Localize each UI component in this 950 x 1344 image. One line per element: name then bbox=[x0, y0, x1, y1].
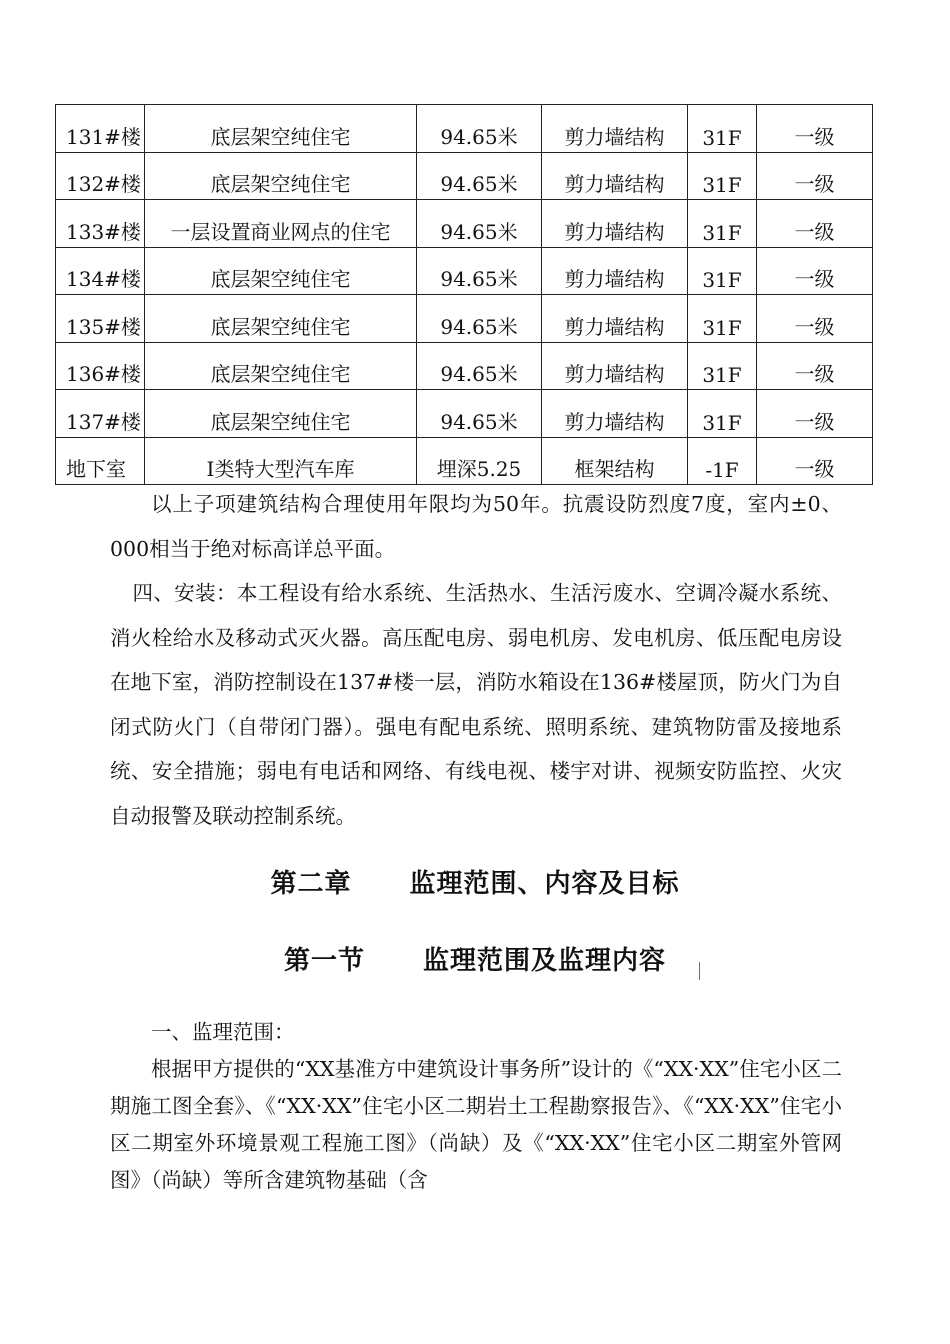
scope-paragraph bbox=[110, 1051, 842, 1199]
service-life-paragraph: 以上子项建筑结构合理使用年限均为50年。抗震设防烈度7度，室内±0、000相当于绝对标高详总平面。 bbox=[110, 492, 842, 561]
table-cell: 94.65米 bbox=[417, 105, 542, 153]
table-cell: 一级 bbox=[757, 342, 873, 390]
building-spec-table bbox=[55, 104, 873, 485]
table-row bbox=[56, 295, 873, 343]
table-cell: 94.65米 bbox=[417, 200, 542, 248]
installation-paragraph bbox=[110, 571, 842, 838]
table-cell: 剪力墙结构 bbox=[542, 247, 688, 295]
table-cell: 底层架空纯住宅 bbox=[145, 390, 417, 438]
installation-text: 四、安装：本工程设有给水系统、生活热水、生活污废水、空调冷凝水系统、消火栓给水及移动式灭火器。高压配电房、弱电机房、发电机房、低压配电房设在地下室，消防控制设在137#楼一层，消防水箱设在136#楼屋顶，防火门为自闭式防火门（自带闭门器）。强电有配电系统、照明系统、建筑物防雷及接地系统、安全措施；弱电有电话和网络、有线电视、楼宇对讲、视频安防监控、火灾自动报警及联动控制系统。 bbox=[110, 581, 842, 828]
table-cell: 131#楼 bbox=[56, 105, 145, 153]
table-row bbox=[56, 437, 873, 485]
scope-text: 根据甲方提供的“XX基准方中建筑设计事务所”设计的《“XX·XX”住宅小区二期施工图全套》、《“XX·XX”住宅小区二期岩土工程勘察报告》、《“XX·XX”住宅小区二期室外环境景观工程施工图》（尚缺）及《“XX·XX”住宅小区二期室外管网图》（尚缺）等所含建筑物基础（含 bbox=[110, 1057, 842, 1192]
table-cell: 31F bbox=[688, 295, 757, 343]
chapter-heading bbox=[0, 863, 950, 900]
table-cell: 31F bbox=[688, 200, 757, 248]
table-cell: 一级 bbox=[757, 295, 873, 343]
text-cursor bbox=[699, 962, 700, 980]
table-cell: 剪力墙结构 bbox=[542, 342, 688, 390]
table-cell: 底层架空纯住宅 bbox=[145, 105, 417, 153]
table-cell: 94.65米 bbox=[417, 247, 542, 295]
table-cell: 一级 bbox=[757, 200, 873, 248]
table-cell: 底层架空纯住宅 bbox=[145, 247, 417, 295]
scope-heading: 一、监理范围： bbox=[151, 1020, 295, 1044]
section-title: 监理范围及监理内容 bbox=[423, 946, 667, 976]
table-cell: 137#楼 bbox=[56, 390, 145, 438]
table-cell: 一层设置商业网点的住宅 bbox=[145, 200, 417, 248]
table-cell: -1F bbox=[688, 437, 757, 485]
table-cell: Ⅰ类特大型汽车库 bbox=[145, 437, 417, 485]
table-cell: 31F bbox=[688, 152, 757, 200]
table-row bbox=[56, 200, 873, 248]
table-cell: 135#楼 bbox=[56, 295, 145, 343]
table-cell: 94.65米 bbox=[417, 295, 542, 343]
table-cell: 133#楼 bbox=[56, 200, 145, 248]
table-cell: 一级 bbox=[757, 105, 873, 153]
table-cell: 剪力墙结构 bbox=[542, 390, 688, 438]
table-cell: 31F bbox=[688, 390, 757, 438]
table-cell: 94.65米 bbox=[417, 342, 542, 390]
table-row bbox=[56, 105, 873, 153]
table-row bbox=[56, 390, 873, 438]
table-cell: 136#楼 bbox=[56, 342, 145, 390]
table-cell: 134#楼 bbox=[56, 247, 145, 295]
table-cell: 一级 bbox=[757, 247, 873, 295]
table-cell: 底层架空纯住宅 bbox=[145, 342, 417, 390]
table-cell: 底层架空纯住宅 bbox=[145, 295, 417, 343]
table-cell: 31F bbox=[688, 247, 757, 295]
table-row bbox=[56, 152, 873, 200]
table-cell: 31F bbox=[688, 105, 757, 153]
chapter-number: 第二章 bbox=[270, 869, 352, 899]
chapter-title: 监理范围、内容及目标 bbox=[409, 869, 680, 899]
table-cell: 剪力墙结构 bbox=[542, 152, 688, 200]
table-cell: 一级 bbox=[757, 437, 873, 485]
table-cell: 剪力墙结构 bbox=[542, 105, 688, 153]
table-cell: 埋深5.25 bbox=[417, 437, 542, 485]
table-cell: 底层架空纯住宅 bbox=[145, 152, 417, 200]
table-cell: 94.65米 bbox=[417, 152, 542, 200]
section-heading bbox=[0, 940, 950, 977]
table-cell: 框架结构 bbox=[542, 437, 688, 485]
table-cell: 地下室 bbox=[56, 437, 145, 485]
table-cell: 31F bbox=[688, 342, 757, 390]
table-cell: 剪力墙结构 bbox=[542, 295, 688, 343]
section-number: 第一节 bbox=[283, 946, 365, 976]
table-row bbox=[56, 247, 873, 295]
table-row bbox=[56, 342, 873, 390]
table-cell: 剪力墙结构 bbox=[542, 200, 688, 248]
table-cell: 94.65米 bbox=[417, 390, 542, 438]
table-cell: 一级 bbox=[757, 390, 873, 438]
table-cell: 一级 bbox=[757, 152, 873, 200]
table-cell: 132#楼 bbox=[56, 152, 145, 200]
